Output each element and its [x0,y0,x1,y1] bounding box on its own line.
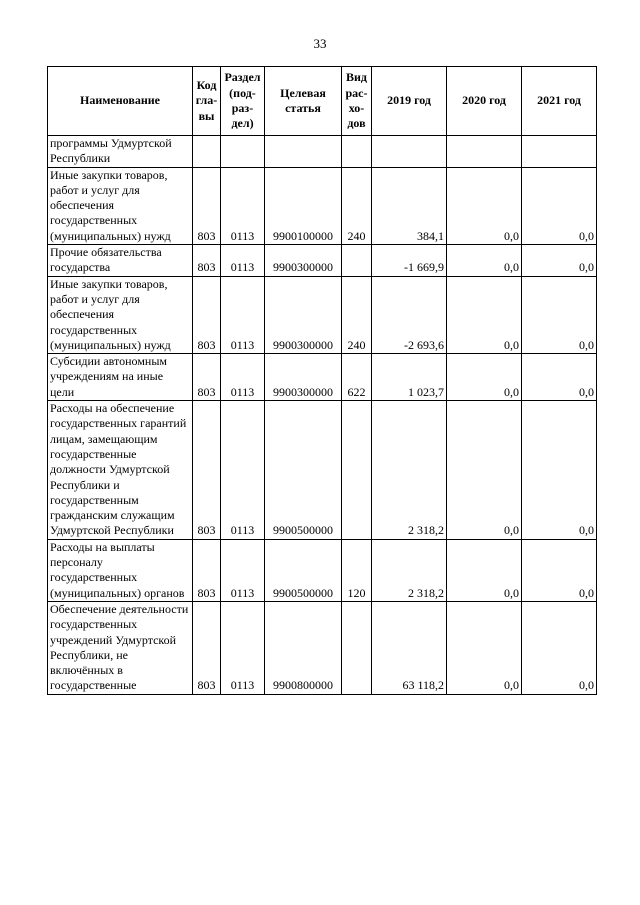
cell-2020: 0,0 [447,167,522,244]
cell-2019: -1 669,9 [372,245,447,277]
cell-expense-type: 120 [342,539,372,601]
cell-section: 0113 [221,601,265,694]
cell-2020 [447,136,522,168]
header-target: Целевая статья [265,67,342,136]
cell-name: Расходы на обеспечение государственных гарантий лицам, замещающим государственные должности Удмуртской Республики и государственным гражданским служащим Удмуртской Республики [48,401,193,540]
cell-2019: 2 318,2 [372,401,447,540]
cell-section: 0113 [221,354,265,401]
cell-section: 0113 [221,167,265,244]
cell-2021: 0,0 [522,245,597,277]
cell-2021: 0,0 [522,539,597,601]
cell-target: 9900300000 [265,245,342,277]
header-expense-type: Вид рас-хо-дов [342,67,372,136]
table-row [48,167,597,244]
table-row [48,401,597,540]
cell-expense-type: 240 [342,276,372,353]
table-body [48,136,597,695]
cell-2019: -2 693,6 [372,276,447,353]
cell-expense-type: 240 [342,167,372,244]
cell-expense-type [342,136,372,168]
cell-code: 803 [193,601,221,694]
table-row [48,276,597,353]
cell-target: 9900300000 [265,276,342,353]
cell-expense-type [342,245,372,277]
cell-code: 803 [193,245,221,277]
cell-name: программы Удмуртской Республики [48,136,193,168]
cell-expense-type [342,401,372,540]
cell-code [193,136,221,168]
cell-name: Расходы на выплаты персоналу государственных (муниципальных) органов [48,539,193,601]
cell-target: 9900300000 [265,354,342,401]
cell-name: Иные закупки товаров, работ и услуг для обеспечения государственных (муниципальных) нужд [48,276,193,353]
table-row [48,136,597,168]
cell-expense-type: 622 [342,354,372,401]
cell-target: 9900500000 [265,401,342,540]
cell-section: 0113 [221,539,265,601]
cell-2020: 0,0 [447,401,522,540]
header-2021: 2021 год [522,67,597,136]
header-2020: 2020 год [447,67,522,136]
page-number: 33 [313,36,327,51]
budget-table [47,66,597,695]
cell-code: 803 [193,276,221,353]
header-row [48,67,597,136]
cell-2020: 0,0 [447,601,522,694]
cell-target: 9900500000 [265,539,342,601]
cell-2021 [522,136,597,168]
cell-2020: 0,0 [447,276,522,353]
cell-expense-type [342,601,372,694]
cell-2019: 384,1 [372,167,447,244]
cell-name: Субсидии автономным учреждениям на иные цели [48,354,193,401]
cell-2019: 2 318,2 [372,539,447,601]
cell-section: 0113 [221,276,265,353]
cell-section: 0113 [221,245,265,277]
cell-code: 803 [193,167,221,244]
cell-target: 9900100000 [265,167,342,244]
header-2019: 2019 год [372,67,447,136]
cell-name: Обеспечение деятельности государственных учреждений Удмуртской Республики, не включённых в государственные [48,601,193,694]
cell-2020: 0,0 [447,245,522,277]
cell-name: Иные закупки товаров, работ и услуг для обеспечения государственных (муниципальных) нужд [48,167,193,244]
cell-2021: 0,0 [522,601,597,694]
table-row [48,539,597,601]
cell-name: Прочие обязательства государства [48,245,193,277]
cell-2021: 0,0 [522,167,597,244]
cell-2019 [372,136,447,168]
cell-target [265,136,342,168]
cell-2020: 0,0 [447,539,522,601]
cell-2021: 0,0 [522,401,597,540]
cell-code: 803 [193,354,221,401]
cell-2019: 63 118,2 [372,601,447,694]
cell-code: 803 [193,539,221,601]
table-row [48,601,597,694]
cell-target: 9900800000 [265,601,342,694]
cell-2021: 0,0 [522,354,597,401]
table-row [48,245,597,277]
cell-2019: 1 023,7 [372,354,447,401]
header-name: Наименование [48,67,193,136]
cell-2020: 0,0 [447,354,522,401]
cell-section [221,136,265,168]
header-section: Раздел (под-раз-дел) [221,67,265,136]
cell-code: 803 [193,401,221,540]
cell-section: 0113 [221,401,265,540]
cell-2021: 0,0 [522,276,597,353]
table-row [48,354,597,401]
header-code: Код гла-вы [193,67,221,136]
